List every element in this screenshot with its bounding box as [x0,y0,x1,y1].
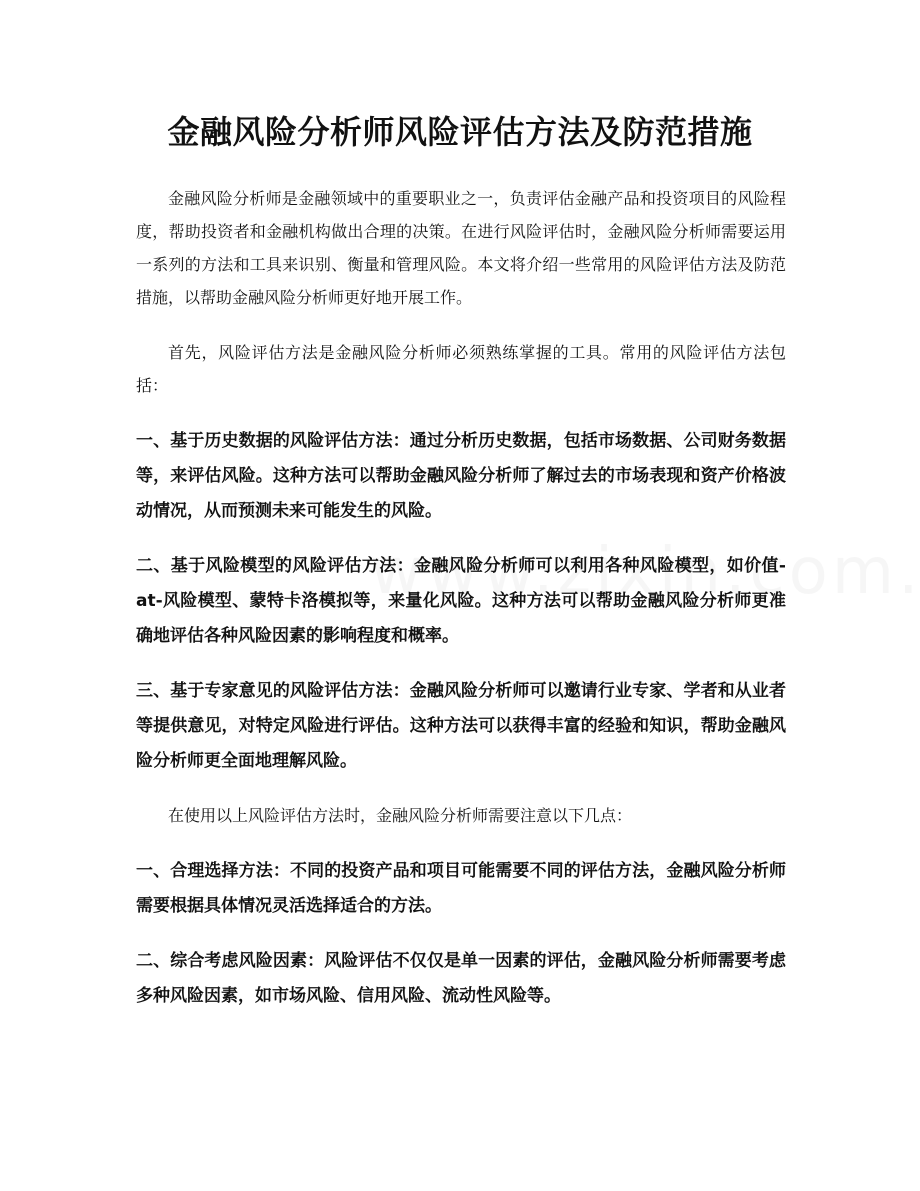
note-choose-method: 一、合理选择方法：不同的投资产品和项目可能需要不同的评估方法，金融风险分析师需要根据具体情况灵活选择适合的方法。 [136,861,786,916]
method-risk-model: 二、基于风险模型的风险评估方法：金融风险分析师可以利用各种风险模型，如价值-at-风险模型、蒙特卡洛模拟等，来量化风险。这种方法可以帮助金融风险分析师更准确地评估各种风险因素的影响程度和概率。 [136,556,786,646]
document-body [136,182,786,1034]
method-historical-data: 一、基于历史数据的风险评估方法：通过分析历史数据，包括市场数据、公司财务数据等，来评估风险。这种方法可以帮助金融风险分析师了解过去的市场表现和资产价格波动情况，从而预测未来可能发生的风险。 [136,431,786,521]
method-expert-opinion: 三、基于专家意见的风险评估方法：金融风险分析师可以邀请行业专家、学者和从业者等提供意见，对特定风险进行评估。这种方法可以获得丰富的经验和知识，帮助金融风险分析师更全面地理解风险。 [136,681,786,771]
methods-intro-paragraph: 首先，风险评估方法是金融风险分析师必须熟练掌握的工具。常用的风险评估方法包括： [136,343,786,395]
notes-intro-paragraph: 在使用以上风险评估方法时，金融风险分析师需要注意以下几点： [168,806,633,825]
intro-paragraph: 金融风险分析师是金融领域中的重要职业之一，负责评估金融产品和投资项目的风险程度，帮助投资者和金融机构做出合理的决策。在进行风险评估时，金融风险分析师需要运用一系列的方法和工具来识别、衡量和管理风险。本文将介绍一些常用的风险评估方法及防范措施，以帮助金融风险分析师更好地开展工作。 [136,189,786,307]
document-title: 金融风险分析师风险评估方法及防范措施 [167,113,753,151]
note-consider-factors: 二、综合考虑风险因素：风险评估不仅仅是单一因素的评估，金融风险分析师需要考虑多种风险因素，如市场风险、信用风险、流动性风险等。 [136,951,786,1006]
